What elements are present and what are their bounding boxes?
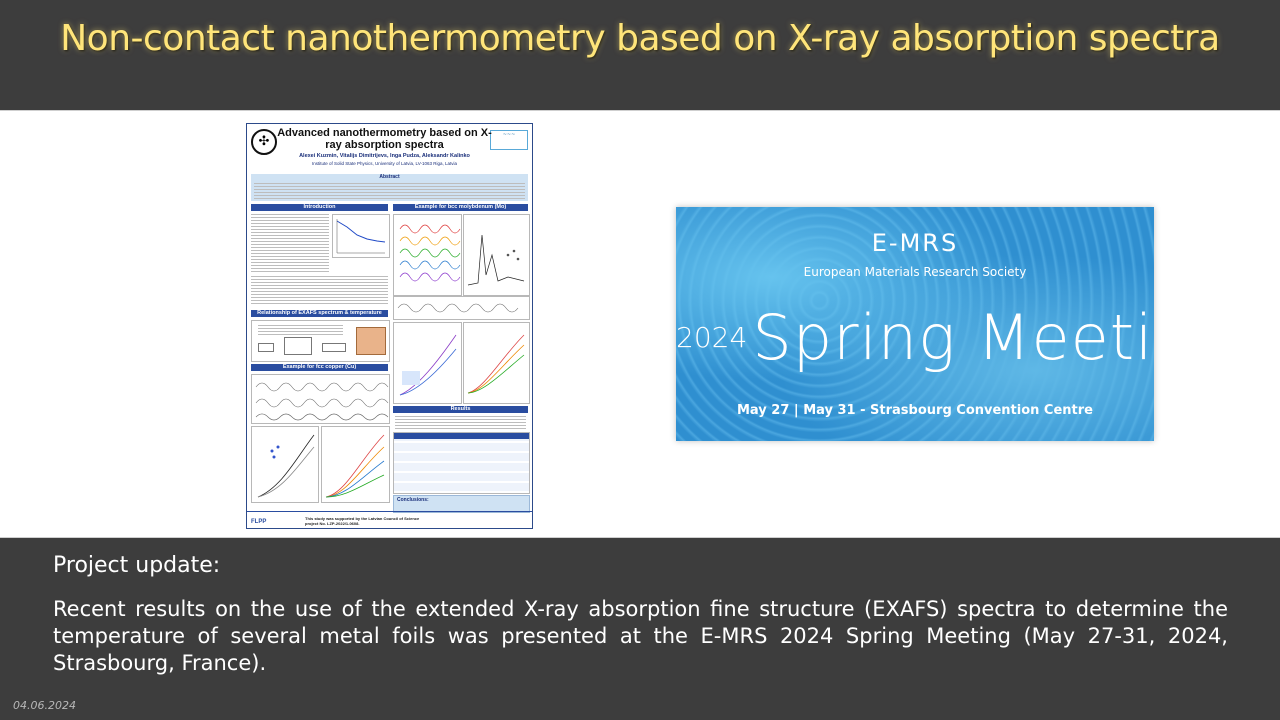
- poster-footer-org: FLPP: [251, 519, 267, 525]
- poster-section-example-mo: Example for bcc molybdenum (Mo): [393, 204, 528, 211]
- poster-results-table: [393, 432, 530, 494]
- update-heading: Project update:: [53, 553, 221, 578]
- poster-section-relationship: Relationship of EXAFS spectrum & temperature: [251, 310, 388, 317]
- emrs-society-name: European Materials Research Society: [803, 265, 1027, 279]
- poster-figure: [332, 214, 390, 258]
- poster-figure: [251, 426, 319, 503]
- poster-text-block: [395, 416, 526, 430]
- poster-authors: Alexei Kuzmin, Vitalijs Dimitrijevs, Inga Pudza, Aleksandr Kalinko: [299, 153, 470, 159]
- poster-spectra-grid: [251, 374, 390, 424]
- update-text: Recent results on the use of the extended X-ray absorption fine structure (EXAFS) spectra to determine the temperature of several metal foils was presented at the E-MRS 2024 Spring Meeting (May 27-31, 2024, Strasbourg, France).: [53, 597, 1228, 675]
- conference-logo-icon: ~~~: [490, 130, 528, 150]
- emrs-banner-image: [676, 207, 1232, 441]
- image-panel: [0, 110, 1280, 538]
- slide-title: Non-contact nanothermometry based on X-ray absorption spectra: [60, 18, 1220, 59]
- poster-conclusions: Conclusions:: [393, 495, 530, 513]
- institute-logo-icon: ✣: [251, 129, 277, 155]
- poster-figure: [393, 322, 462, 404]
- poster-institute: Institute of Solid State Physics, University of Latvia, LV-1063 Riga, Latvia: [312, 161, 457, 166]
- poster-section-example-cu: Example for fcc copper (Cu): [251, 364, 388, 371]
- poster-footer: [247, 511, 532, 528]
- poster-model-diagram: [251, 320, 390, 362]
- poster-section-results: Results: [393, 406, 528, 413]
- slide-date: 04.06.2024: [13, 699, 76, 712]
- emrs-logo: E-MRS: [871, 229, 959, 257]
- emrs-meeting-title: 2024 Spring Meeting: [676, 301, 1232, 374]
- poster-figure: [463, 322, 530, 404]
- poster-text-block: [251, 214, 329, 274]
- emrs-meeting-dates: May 27 | May 31 - Strasbourg Convention Centre: [737, 403, 1093, 418]
- poster-title: Advanced nanothermometry based on X-ray absorption spectra: [277, 127, 492, 151]
- poster-abstract-body: [251, 181, 528, 201]
- poster-footer-text: This study was supported by the Latvian Council of Science project No. LZP-2022/1-0608.: [305, 516, 420, 526]
- poster-figure: [463, 214, 530, 296]
- poster-spectra-grid: [393, 296, 530, 320]
- poster-section-introduction: Introduction: [251, 204, 388, 211]
- poster-text-block: [251, 276, 388, 306]
- poster-figure: [321, 426, 390, 503]
- poster-abstract-title: Abstract: [251, 174, 528, 181]
- poster-figure: [393, 214, 462, 296]
- poster-image: [246, 123, 533, 529]
